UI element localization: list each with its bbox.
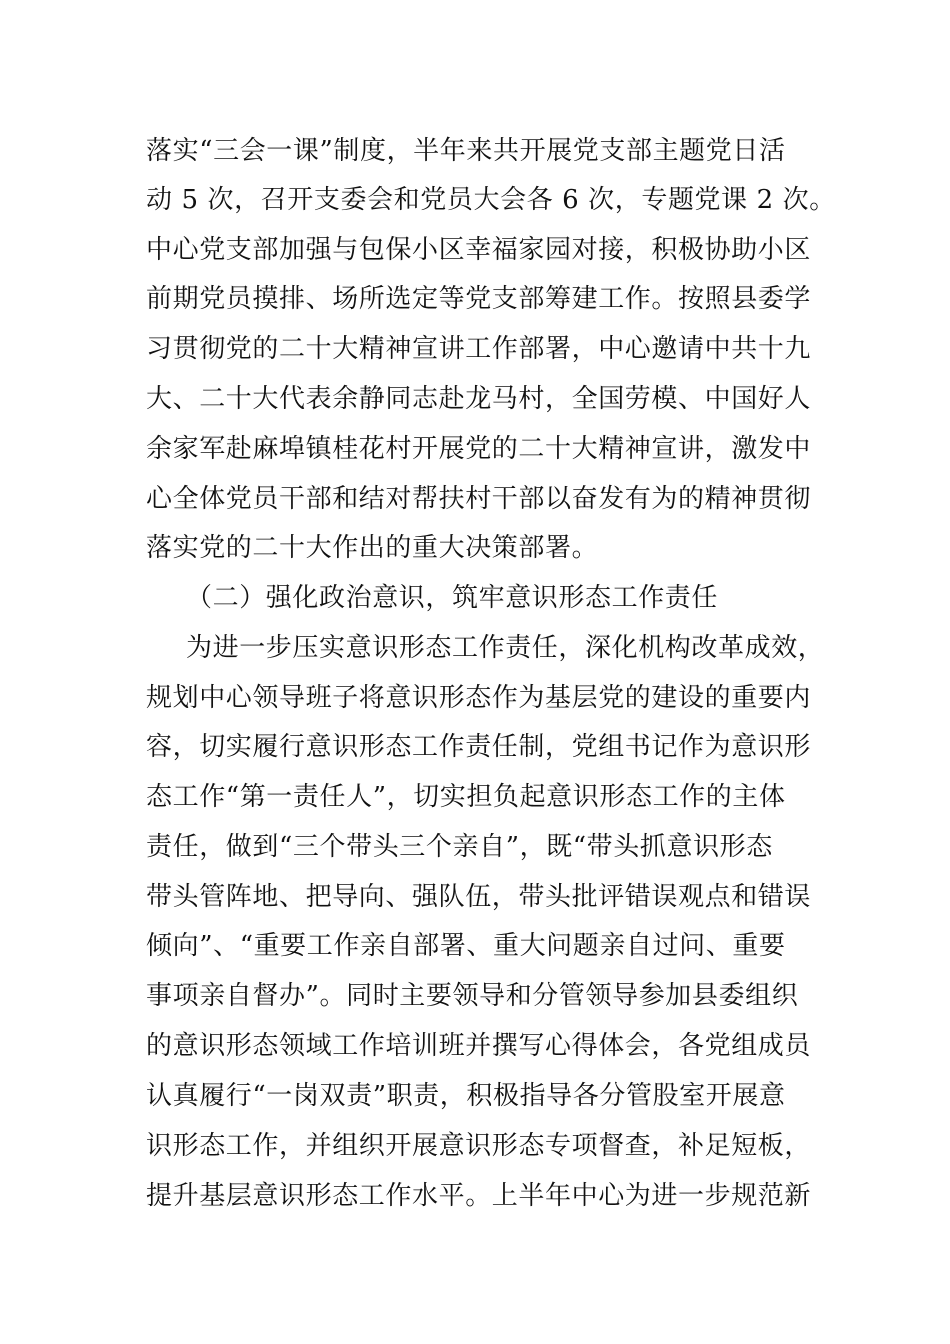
paragraph-line: 余家军赴麻埠镇桂花村开展党的二十大精神宣讲，激发中 bbox=[146, 434, 812, 464]
paragraph-line: 心全体党员干部和结对帮扶村干部以奋发有为的精神贯彻 bbox=[146, 484, 812, 514]
paragraph-line: 识形态工作，并组织开展意识形态专项督查，补足短板， bbox=[146, 1131, 812, 1161]
paragraph-first-line: 为进一步压实意识形态工作责任，深化机构改革成效， bbox=[186, 633, 825, 663]
paragraph-line: 落实党的二十大作出的重大决策部署。 bbox=[146, 533, 599, 563]
paragraph-line: 大、二十大代表余静同志赴龙马村，全国劳模、中国好人 bbox=[146, 384, 812, 414]
paragraph-line: 动 5 次，召开支委会和党员大会各 6 次，专题党课 2 次。 bbox=[146, 185, 836, 215]
paragraph-line: 前期党员摸排、场所选定等党支部筹建工作。按照县委学 bbox=[146, 284, 812, 314]
paragraph-line: 提升基层意识形态工作水平。上半年中心为进一步规范新 bbox=[146, 1181, 812, 1211]
paragraph-line: 态工作“第一责任人”，切实担负起意识形态工作的主体 bbox=[146, 782, 786, 812]
section-heading: （二）强化政治意识，筑牢意识形态工作责任 bbox=[186, 583, 719, 613]
paragraph-line: 容，切实履行意识形态工作责任制，党组书记作为意识形 bbox=[146, 732, 812, 762]
paragraph-line: 带头管阵地、把导向、强队伍，带头批评错误观点和错误 bbox=[146, 882, 812, 912]
paragraph-line: 责任，做到“三个带头三个亲自”，既“带头抓意识形态 bbox=[146, 832, 773, 862]
paragraph-line: 中心党支部加强与包保小区幸福家园对接，积极协助小区 bbox=[146, 235, 812, 265]
paragraph-line: 落实“三会一课”制度，半年来共开展党支部主题党日活 bbox=[146, 136, 786, 166]
paragraph-line: 倾向”、“重要工作亲自部署、重大问题亲自过问、重要 bbox=[146, 931, 786, 961]
paragraph-line: 认真履行“一岗双责”职责，积极指导各分管股室开展意 bbox=[146, 1081, 786, 1111]
paragraph-line: 规划中心领导班子将意识形态作为基层党的建设的重要内 bbox=[146, 683, 812, 713]
paragraph-line: 的意识形态领域工作培训班并撰写心得体会，各党组成员 bbox=[146, 1031, 812, 1061]
paragraph-line: 事项亲自督办”。同时主要领导和分管领导参加县委组织 bbox=[146, 981, 799, 1011]
paragraph-line: 习贯彻党的二十大精神宣讲工作部署，中心邀请中共十九 bbox=[146, 334, 812, 364]
